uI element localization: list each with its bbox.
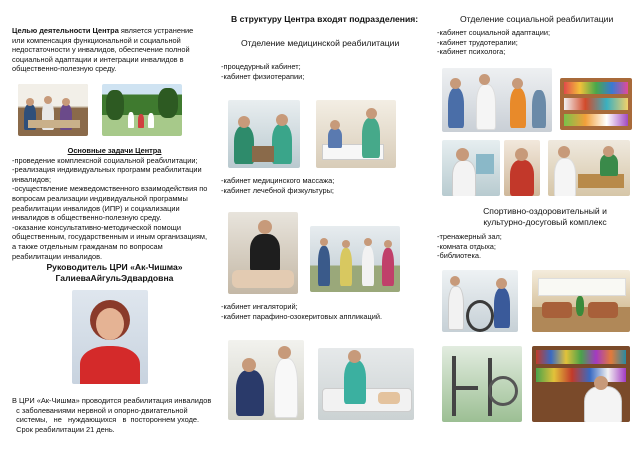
tasks-title: Основные задачи Центра bbox=[67, 146, 162, 155]
center-activity-photo bbox=[18, 84, 88, 136]
task-line: -реализация индивидуальных программ реабилитации bbox=[12, 165, 202, 175]
mission-paragraph bbox=[12, 26, 212, 74]
inhalation-photo bbox=[228, 340, 304, 420]
social-list-item: -кабинет трудотерапии; bbox=[437, 37, 518, 47]
sport-complex-title bbox=[452, 206, 638, 228]
psychologist-photo bbox=[442, 140, 500, 196]
medical-list-item: -кабинет медицинского массажа; bbox=[221, 176, 335, 185]
task-line: общественным, государственным и иным организациям, bbox=[12, 232, 208, 242]
sport-list-item: -библиотека. bbox=[437, 251, 482, 261]
gym-photo bbox=[442, 270, 518, 332]
medical-list-2 bbox=[221, 176, 334, 195]
medical-department-title: Отделение медицинской реабилитации bbox=[241, 38, 400, 48]
exercise-equipment-photo bbox=[442, 346, 522, 422]
footer-paragraph bbox=[12, 396, 227, 434]
medical-list-item: -процедурный кабинет; bbox=[221, 62, 301, 71]
medical-list-item: -кабинет физиотерапии; bbox=[221, 71, 305, 81]
crafts-photo bbox=[560, 78, 632, 130]
task-line: реабилитации инвалидов. bbox=[12, 251, 103, 261]
footer-line: Срок реабилитации 21 день. bbox=[12, 424, 115, 434]
sport-list-item: -тренажерный зал; bbox=[437, 232, 502, 241]
medical-list-item: -кабинет ингаляторий; bbox=[221, 302, 298, 311]
mission-line: общественно-полезную среду. bbox=[12, 64, 117, 74]
task-line: -осуществление межведомственного взаимодействия по bbox=[12, 184, 208, 194]
director-heading bbox=[12, 262, 217, 284]
sport-list bbox=[437, 232, 502, 261]
procedure-room-photo bbox=[316, 100, 396, 168]
task-line: -оказание консультативно-методической помощи bbox=[12, 222, 181, 232]
task-line: -проведение комплексной социальной реабилитации; bbox=[12, 155, 198, 165]
medical-list-3 bbox=[221, 302, 382, 321]
sport-complex-title-line: культурно-досуговый комплекс bbox=[483, 217, 607, 227]
paraffin-therapy-photo bbox=[318, 348, 414, 420]
medical-list-item: -кабинет лечебной физкультуры; bbox=[221, 185, 334, 195]
social-adaptation-photo bbox=[442, 68, 552, 132]
sport-list-item: -комната отдыха; bbox=[437, 241, 496, 251]
task-line: инвалидов в общественно-полезную среду. bbox=[12, 213, 162, 223]
footer-line: В ЦРИ «Ак-Чишма» проводится реабилитация инвалидов bbox=[12, 396, 212, 405]
labor-therapy-photo bbox=[548, 140, 630, 196]
footer-line: системы, не нуждающихся в постороннем уходе. bbox=[12, 415, 200, 425]
task-line: инвалидов; bbox=[12, 174, 52, 184]
structure-title: В структуру Центра входят подразделения: bbox=[231, 14, 419, 24]
social-department-title: Отделение социальной реабилитации bbox=[460, 14, 614, 24]
director-title: Руководитель ЦРИ «Ак-Чишма» bbox=[46, 262, 183, 272]
task-line: а также отдельным гражданам по вопросам bbox=[12, 241, 163, 251]
rest-room-photo bbox=[532, 270, 630, 332]
medical-list-1 bbox=[221, 62, 304, 81]
exercise-therapy-photo bbox=[310, 226, 400, 292]
mission-lead: Целью деятельности Центра bbox=[12, 26, 119, 35]
sport-complex-title-line: Спортивно-оздоровительный и bbox=[483, 206, 607, 216]
handicraft-photo bbox=[504, 140, 540, 196]
physiotherapy-photo bbox=[228, 100, 300, 168]
mission-line: является устранение bbox=[118, 26, 194, 35]
footer-line: с заболеваниями нервной и опорно-двигательной bbox=[12, 405, 188, 415]
director-name: ГалиеваАйгульЭдвардовна bbox=[55, 273, 174, 283]
mission-line: недостаточности у инвалидов, обеспечение полной bbox=[12, 45, 190, 55]
social-list bbox=[437, 28, 550, 57]
mission-line: социальной адаптации и интеграции инвалидов в bbox=[12, 54, 184, 64]
task-line: реабилитации инвалидов (ИПР) и социализации bbox=[12, 203, 180, 213]
massage-photo bbox=[228, 212, 298, 294]
outdoor-photo bbox=[102, 84, 182, 136]
task-line: вопросам реализации индивидуальной программы bbox=[12, 193, 188, 203]
tasks-section bbox=[12, 146, 222, 261]
social-list-item: -кабинет социальной адаптации; bbox=[437, 28, 551, 37]
mission-line: или компенсация функциональной и социальной bbox=[12, 35, 181, 45]
medical-list-item: -кабинет парафино-озокеритовых аппликаций. bbox=[221, 311, 383, 321]
library-photo bbox=[532, 346, 630, 422]
director-portrait bbox=[72, 290, 148, 384]
social-list-item: -кабинет психолога; bbox=[437, 47, 506, 57]
